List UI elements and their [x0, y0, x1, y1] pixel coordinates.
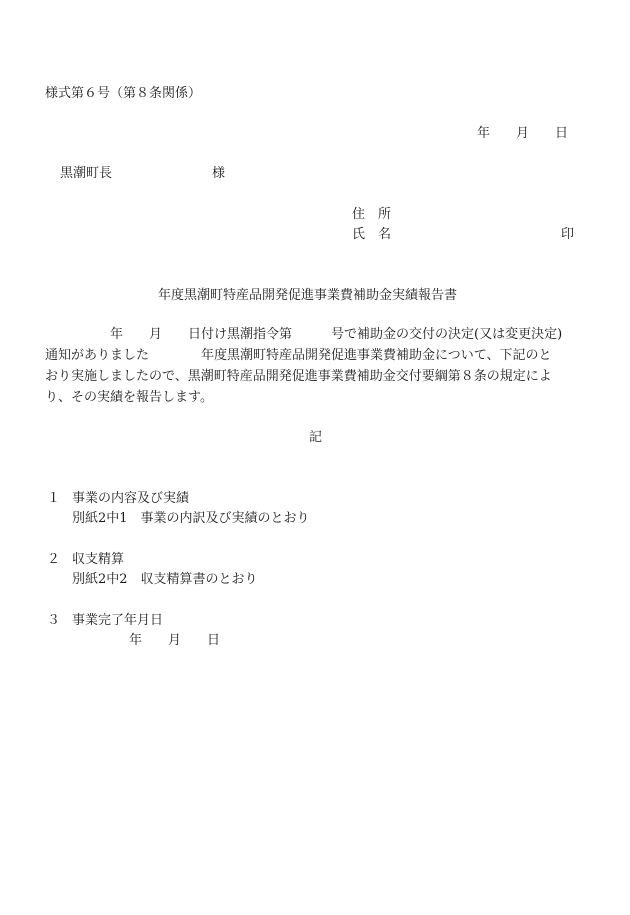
- item-1-number: １: [47, 491, 61, 506]
- addressee-name: 黒潮町長: [60, 166, 113, 181]
- item-3-heading: 事業完了年月日: [72, 613, 164, 628]
- document-title: 年度黒潮町特産品開発促進事業費補助金実績報告書: [158, 288, 458, 303]
- date-line: 年 月 日: [477, 126, 569, 141]
- form-number: 様式第６号（第８条関係）: [45, 86, 202, 101]
- item-2-heading: 収支精算: [72, 552, 125, 567]
- item-1-detail: 別紙2中1 事業の内訳及び実績のとおり: [72, 511, 310, 526]
- body-line-4: り、その実績を報告します。: [45, 390, 213, 405]
- item-3-number: ３: [47, 613, 61, 628]
- body-line-3: おり実施しましたので、黒潮町特産品開発促進事業費補助金交付要綱第８条の規定によ: [45, 369, 552, 384]
- item-2-number: ２: [47, 552, 61, 567]
- addressee-honorific: 様: [212, 166, 226, 181]
- address-label: 住 所: [352, 207, 392, 222]
- name-label: 氏 名: [352, 227, 392, 242]
- item-1-heading: 事業の内容及び実績: [72, 491, 190, 506]
- ki-mark: 記: [309, 430, 323, 445]
- body-line-1: 年 月 日付け黒潮指令第 号で補助金の交付の決定(又は変更決定): [45, 327, 563, 342]
- item-3-detail: 年 月 日: [129, 633, 221, 648]
- item-2-detail: 別紙2中2 収支精算書のとおり: [72, 572, 258, 587]
- body-line-2: 通知がありました 年度黒潮町特産品開発促進事業費補助金について、下記のと: [45, 348, 552, 363]
- seal-mark: 印: [561, 227, 575, 242]
